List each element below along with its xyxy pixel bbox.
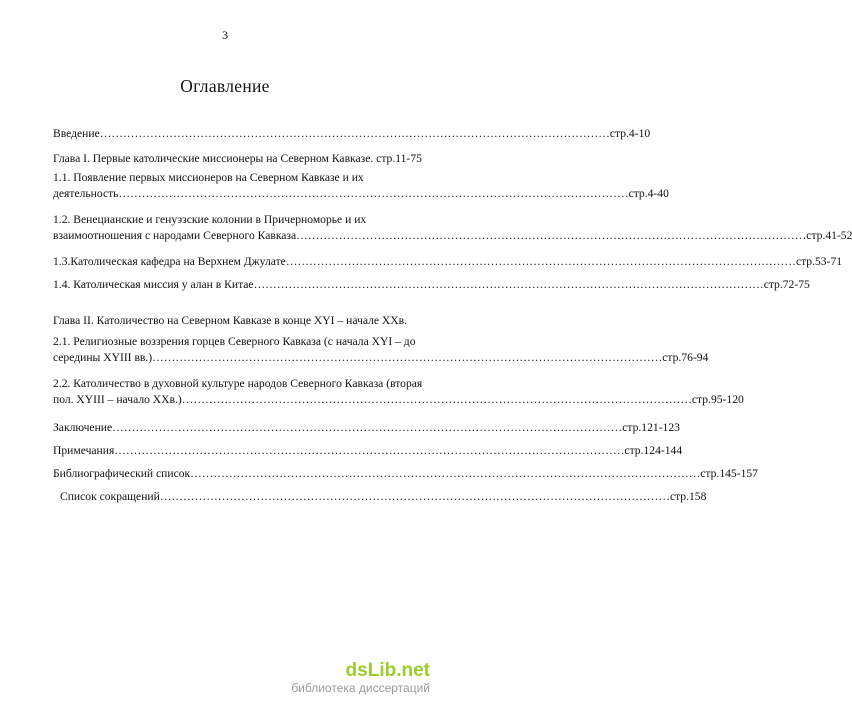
toc-entry-intro — [53, 127, 651, 141]
toc-label: Список сокращений — [60, 490, 160, 503]
leader-dots: …………………………………………………………………………………………………………………… — [114, 444, 625, 457]
toc-label: взаимоотношения с народами Северного Кавказа — [53, 229, 297, 242]
toc-entry-notes — [53, 444, 683, 458]
toc-label: деятельность — [53, 187, 119, 200]
toc-page: стр.11-75 — [376, 152, 422, 165]
watermark-logo: dsLib.net — [345, 660, 430, 681]
toc-page: стр.124-144 — [624, 444, 683, 457]
toc-entry-chapter-1 — [53, 152, 422, 166]
toc-label: Библиографический список — [53, 467, 191, 480]
toc-entry-1-1-line1: 1.1. Появление первых миссионеров на Северном Кавказе и их — [53, 171, 364, 184]
toc-entry-chapter-2: Глава II. Католичество на Северном Кавказе в конце XYI – начале XXв. — [53, 314, 408, 327]
leader-dots: …………………………………………………………………………………………………………………… — [296, 229, 807, 242]
leader-dots: …………………………………………………………………………………………………………………… — [152, 351, 663, 364]
toc-entry-1-1 — [53, 187, 669, 201]
leader-dots: …………………………………………………………………………………………………………………… — [285, 255, 796, 268]
toc-entry-1-2-line1: 1.2. Венецианские и генуэзские колонии в Причерноморье и их — [53, 213, 367, 226]
toc-label: Примечания — [53, 444, 115, 457]
toc-page: стр.145-157 — [700, 467, 758, 480]
toc-label: 1.3.Католическая кафедра на Верхнем Джулате — [53, 255, 286, 268]
page-number: 3 — [222, 28, 228, 42]
page-title: Оглавление — [180, 76, 270, 96]
toc-entry-1-2 — [53, 229, 852, 243]
toc-entry-1-4 — [53, 278, 810, 292]
toc-page: стр.121-123 — [622, 421, 680, 434]
watermark-subtitle: библиотека диссертаций — [291, 681, 430, 695]
toc-entry-2-2 — [53, 393, 744, 407]
toc-label: Глава I. Первые католические миссионеры на Северном Кавказе. — [53, 152, 374, 165]
toc-entry-1-3 — [53, 255, 843, 269]
toc-label: Заключение — [53, 421, 113, 434]
toc-page: стр.72-75 — [763, 278, 810, 291]
toc-entry-2-2-line1: 2.2. Католичество в духовной культуре народов Северного Кавказа (вторая — [53, 377, 423, 390]
toc-label: пол. XYIII – начало XXв.) — [53, 393, 182, 406]
toc-entry-2-1 — [53, 351, 709, 365]
leader-dots: …………………………………………………………………………………………………………………… — [112, 421, 623, 434]
leader-dots: …………………………………………………………………………………………………………………… — [190, 467, 701, 480]
leader-dots: …………………………………………………………………………………………………………………… — [118, 187, 629, 200]
leader-dots: …………………………………………………………………………………………………………………… — [159, 490, 670, 503]
toc-entry-abbreviations — [60, 490, 707, 504]
toc-label: середины XYIII вв.) — [53, 351, 153, 364]
toc-label: Введение — [53, 127, 100, 140]
toc-page: стр.95-120 — [691, 393, 744, 406]
toc-page: стр.4-10 — [609, 127, 651, 140]
toc-entry-bibliography — [53, 467, 758, 481]
toc-entry-conclusion — [53, 421, 680, 435]
watermark — [291, 660, 430, 695]
leader-dots: …………………………………………………………………………………………………………………… — [99, 127, 610, 140]
leader-dots: …………………………………………………………………………………………………………………… — [253, 278, 764, 291]
toc-page: стр.53-71 — [795, 255, 843, 268]
toc-page: стр.4-40 — [628, 187, 669, 200]
toc-page: стр.41-52 — [806, 229, 852, 242]
toc-page: стр.76-94 — [662, 351, 709, 364]
leader-dots: …………………………………………………………………………………………………………………… — [181, 393, 692, 406]
toc-page: стр.158 — [669, 490, 707, 503]
toc-entry-2-1-line1: 2.1. Религиозные воззрения горцев Северного Кавказа (с начала XYI – до — [53, 335, 416, 348]
toc-label: 1.4. Католическая миссия у алан в Китае — [53, 278, 254, 291]
